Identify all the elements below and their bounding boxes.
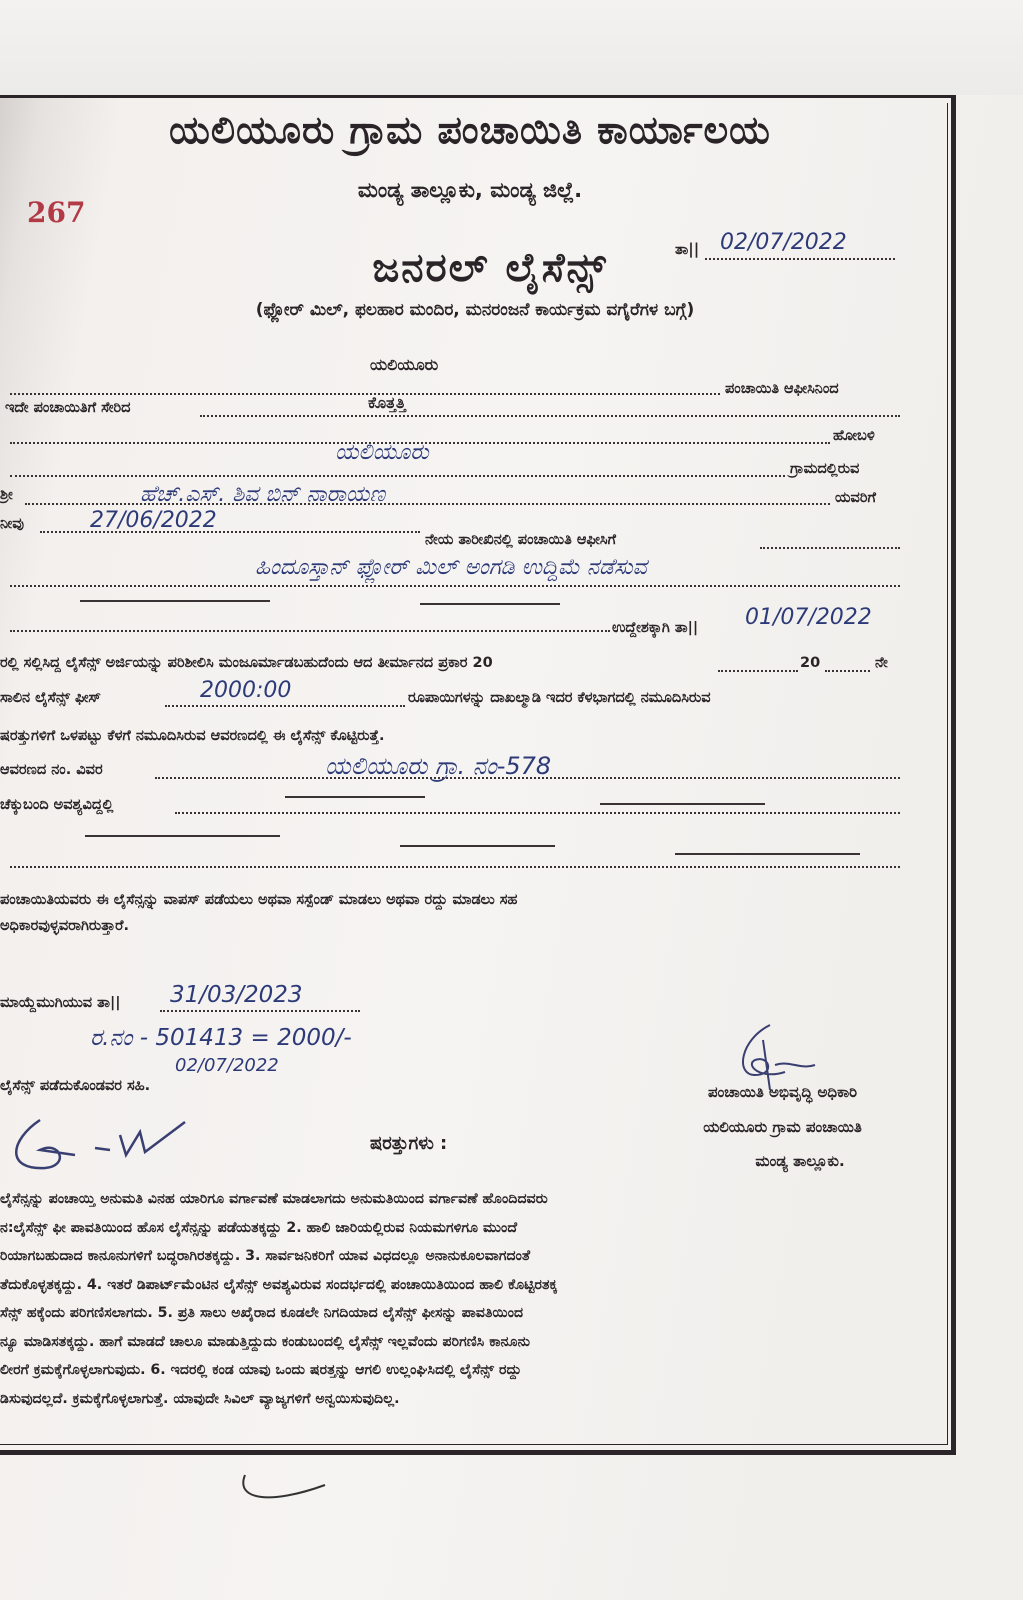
hobli-label: ಹೋಬಳಿ (833, 428, 875, 444)
receipt-value: ರ.ನಂ - 501413 = 2000/- (90, 1025, 352, 1051)
village-dotted-line (10, 475, 785, 477)
applied-date-label: ನೇಯ ತಾರೀಖಿನಲ್ಲಿ ಪಂಚಾಯಿತಿ ಆಫೀಸಿಗೆ (425, 532, 617, 548)
receipt-date: 02/07/2022 (175, 1055, 279, 1076)
condition-line: ರಿಯಾಗಬಹುದಾದ ಕಾನೂನುಗಳಿಗೆ ಬದ್ಧರಾಗಿರತಕ್ಕದ್ದು. 3. ಸಾರ್ವಜನಿಕರಿಗೆ ಯಾವ ವಿಧದಲ್ಲೂ ಅನಾನುಕೂಲವಾಗದಂತೆ (0, 1248, 531, 1264)
purpose-label: ಉದ್ದೇಶಕ್ಕಾಗಿ ತಾ|| (612, 620, 699, 636)
condition-line: ಲೈಸೆನ್ಸನ್ನು ಪಂಚಾಯ್ತಿ ಅನುಮತಿ ವಿನಹ ಯಾರಿಗೂ ವರ್ಗಾವಣೆ ಮಾಡಲಾಗದು ಅನುಮತಿಯಿಂದ ವರ್ಗಾವಣೆ ಹೊಂದಿದವರು (0, 1191, 548, 1207)
panchayat-name-value: ಯಲಿಯೂರು (370, 355, 439, 374)
fee-value: 2000:00 (200, 678, 292, 703)
applied-date-tail-dots (760, 547, 900, 549)
condition-line: ತೆದುಕೊಳ್ಳತಕ್ಕದ್ದು. 4. ಇತರೆ ಡಿಪಾರ್ಟ್‌ಮೆಂಟಿನ ಲೈಸೆನ್ಸ್ ಅವಶ್ಯವಿರುವ ಸಂದರ್ಭದಲ್ಲಿ ಪಂಚಾಯಿತಿಯಿಂದ ಹಾಲಿ ಕೊಟ್ಟಿರತಕ್ಕ (0, 1276, 558, 1293)
panchayat-dotted-line (10, 393, 720, 395)
holder-name-value: ಹೆಚ್.ಎಸ್. ಶಿವ ಬಿನ್ ನಾರಾಯಣ (140, 482, 386, 507)
village-value: ಯಲಿಯೂರು (335, 440, 429, 465)
office-title: ಯಲಿಯೂರು ಗ್ರಾಮ ಪಂಚಾಯಿತಿ ಕಾರ್ಯಾಲಯ (169, 108, 771, 152)
fee-label: ಸಾಲಿನ ಲೈಸೆನ್ಸ್ ಫೀಸ್ (0, 690, 101, 706)
business-dotted-line (10, 585, 900, 587)
condition-line: ನ್ಯೂ ಮಾಡಿಸತಕ್ಕದ್ದು. ಹಾಗೆ ಮಾಡದೆ ಚಾಲೂ ಮಾಡುತ್ತಿದ್ದುದು ಕಂಡುಬಂದಲ್ಲಿ ಲೈಸೆನ್ಸ್ ಇಲ್ಲವೆಂದು ಪರಿಗಣಿಸಿ ಕಾನೂನು (0, 1333, 530, 1350)
premises-underline-1 (285, 796, 425, 798)
recipient-signature-label: ಲೈಸೆನ್ಸ್ ಪಡೆದುಕೊಂಡವರ ಸಹಿ. (0, 1078, 151, 1094)
belonging-label: ಇದೇ ಪಂಚಾಯಿತಿಗೆ ಸೇರಿದ (5, 400, 131, 416)
boundary-underline-2 (400, 845, 555, 847)
signature-title: ಪಂಚಾಯಿತಿ ಅಭಿವೃದ್ಧಿ ಅಧಿಕಾರಿ (707, 1083, 858, 1101)
boundary-underline-1 (85, 835, 280, 837)
condition-line: ಸೆನ್ಸ್ ಹಕ್ಕೆಂದು ಪರಿಗಣಿಸಲಾಗದು. 5. ಪ್ರತಿ ಸಾಲು ಅಖೈರಾದ ಕೂಡಲೇ ನಿಗದಿಯಾದ ಲೈಸೆನ್ಸ್ ಫೀಸನ್ನು ಪಾವತಿಯಿಂದ (0, 1305, 524, 1321)
signature-taluk: ಮಂಡ್ಯ ತಾಲ್ಲೂಕು. (755, 1152, 845, 1170)
business-value: ಹಿಂದೂಸ್ತಾನ್ ಫ್ಲೋರ್ ಮಿಲ್ ಅಂಗಡಿ ಉದ್ದಿಮೆ ನಡೆಸುವ (255, 555, 647, 580)
date-value: 02/07/2022 (720, 230, 847, 255)
year-dots-1 (718, 670, 798, 672)
stray-pen-mark (230, 1465, 350, 1515)
applied-date-value: 27/06/2022 (90, 508, 217, 533)
authority-line-2: ಅಧಿಕಾರವುಳ್ಳವರಾಗಿರುತ್ತಾರೆ. (0, 918, 129, 934)
business-underline-1 (80, 600, 270, 602)
condition-line: ಲೀರಗೆ ಕ್ರಮಕ್ಕೆಗೊಳ್ಳಲಾಗುವುದು. 6. ಇದರಲ್ಲಿ ಕಂಡ ಯಾವು ಒಂದು ಷರತ್ತನ್ನು ಆಗಲಿ ಉಲ್ಲಂಘಿಸಿದಲ್ಲಿ ಲೈಸೆನ್ಸ್ ರದ್ದು (0, 1362, 522, 1378)
boundary-underline-3 (675, 853, 860, 855)
blank-dotted-line (10, 866, 900, 868)
office-location: ಮಂಡ್ಯ ತಾಲ್ಲೂಕು, ಮಂಡ್ಯ ಜಿಲ್ಲೆ. (357, 178, 583, 202)
purpose-dotted-line (10, 630, 610, 632)
condition-line: ನ:ಲೈಸೆನ್ಸ್ ಫೀ ಪಾವತಿಯಿಂದ ಹೊಸ ಲೈಸೆನ್ಸನ್ನು ಪಡೆಯತಕ್ಕದ್ದು 2. ಹಾಲಿ ಜಾರಿಯಲ್ಲಿರುವ ನಿಯಮಗಳಿಗೂ ಮುಂದೆ (0, 1219, 518, 1236)
you-label: ನೀವು (0, 516, 25, 532)
expiry-dotted-line (160, 1010, 360, 1012)
expiry-label: ಮಾಯ್ದೆಮುಗಿಯುವ ತಾ|| (0, 995, 121, 1011)
premises-underline-2 (600, 803, 765, 805)
year-suffix: ನೇ (875, 655, 888, 671)
boundary-label: ಚೆಕ್ಕುಬಂದಿ ಅವಶ್ಯವಿದ್ದಲ್ಲಿ (0, 797, 114, 813)
conditions-heading: ಷರತ್ತುಗಳು : (370, 1133, 448, 1154)
year-mid: 20 (800, 655, 821, 671)
condition-line: ಡಿಸುವುದಲ್ಲದೆ. ಕ್ರಮಕ್ಕೆಗೊಳ್ಳಲಾಗುತ್ತೆ. ಯಾವುದೇ ಸಿವಿಲ್ ವ್ಯಾಜ್ಯಗಳಿಗೆ ಅನ್ವಯಿಸುವುದಿಲ್ಲ. (0, 1390, 400, 1407)
license-title: ಜನರಲ್ ಲೈಸೆನ್ಸ್ (372, 245, 608, 291)
village-label: ಗ್ರಾಮದಲ್ಲಿರುವ (790, 461, 860, 477)
premises-label: ಆವರಣದ ನಂ. ವಿವರ (0, 762, 103, 778)
hobli-value: ಕೊತ್ತತ್ತಿ (368, 393, 406, 412)
expiry-date-value: 31/03/2023 (170, 982, 303, 1008)
terms-text: ಷರತ್ತುಗಳಿಗೆ ಒಳಪಟ್ಟು ಕೆಳಗೆ ನಮೂದಿಸಿರುವ ಆವರಣದಲ್ಲಿ ಈ ಲೈಸೆನ್ಸ್ ಕೊಟ್ಟಿರುತ್ತೆ. (0, 728, 385, 744)
to-whom-label: ಯವರಿಗೆ (835, 490, 876, 506)
business-underline-2 (420, 603, 560, 605)
license-purpose-note: (ಫ್ಲೋರ್ ಮಿಲ್, ಫಲಹಾರ ಮಂದಿರ, ಮನರಂಜನೆ ಕಾರ್ಯಕ್ರಮ ವಗೈರೆಗಳ ಬಗ್ಗೆ) (255, 300, 695, 320)
applied-date-dotted-line (40, 531, 420, 533)
signature-panchayat: ಯಲಿಯೂರು ಗ್ರಾಮ ಪಂಚಾಯಿತಿ (703, 1118, 862, 1136)
year-dots-2 (825, 670, 870, 672)
authority-line-1: ಪಂಚಾಯಿತಿಯವರು ಈ ಲೈಸೆನ್ಸನ್ನು ವಾಪಸ್ ಪಡೆಯಲು ಅಥವಾ ಸಸ್ಪೆಂಡ್ ಮಾಡಲು ಅಥವಾ ರದ್ದು ಮಾಡಲು ಸಹ (0, 892, 518, 908)
application-text: ರಲ್ಲಿ ಸಲ್ಲಿಸಿದ್ದ ಲೈಸೆನ್ಸ್ ಅರ್ಜಿಯನ್ನು ಪರಿಶೀಲಿಸಿ ಮಂಜೂರ್ಮಾಡಬಹುದೆಂದು ಆದ ತೀರ್ಮಾನದ ಪ್ರಕಾರ 20 (0, 655, 493, 671)
recipient-signature (0, 1110, 200, 1180)
purpose-date-value: 01/07/2022 (745, 605, 872, 630)
panchayat-office-label: ಪಂಚಾಯಿತಿ ಆಫೀಸಿನಿಂದ (725, 381, 839, 397)
conditions-list (0, 1185, 920, 1413)
boundary-dotted-line (175, 812, 900, 814)
fee-text: ರೂಪಾಯಿಗಳನ್ನು ದಾಖಲ್ಮಾಡಿ ಇದರ ಕೆಳಭಾಗದಲ್ಲಿ ನಮೂದಿಸಿರುವ (408, 690, 711, 706)
page-top-margin (0, 0, 1023, 95)
holder-dotted-line (25, 503, 830, 505)
fee-dotted-line (165, 705, 405, 707)
date-label: ತಾ|| (675, 240, 700, 258)
belonging-dotted-line (200, 415, 900, 417)
shri-label: ಶ್ರೀ (0, 487, 13, 503)
serial-number-stamp: 267 (27, 196, 86, 229)
premises-value: ಯಲಿಯೂರು ಗ್ರಾ. ನಂ-578 (325, 752, 552, 780)
